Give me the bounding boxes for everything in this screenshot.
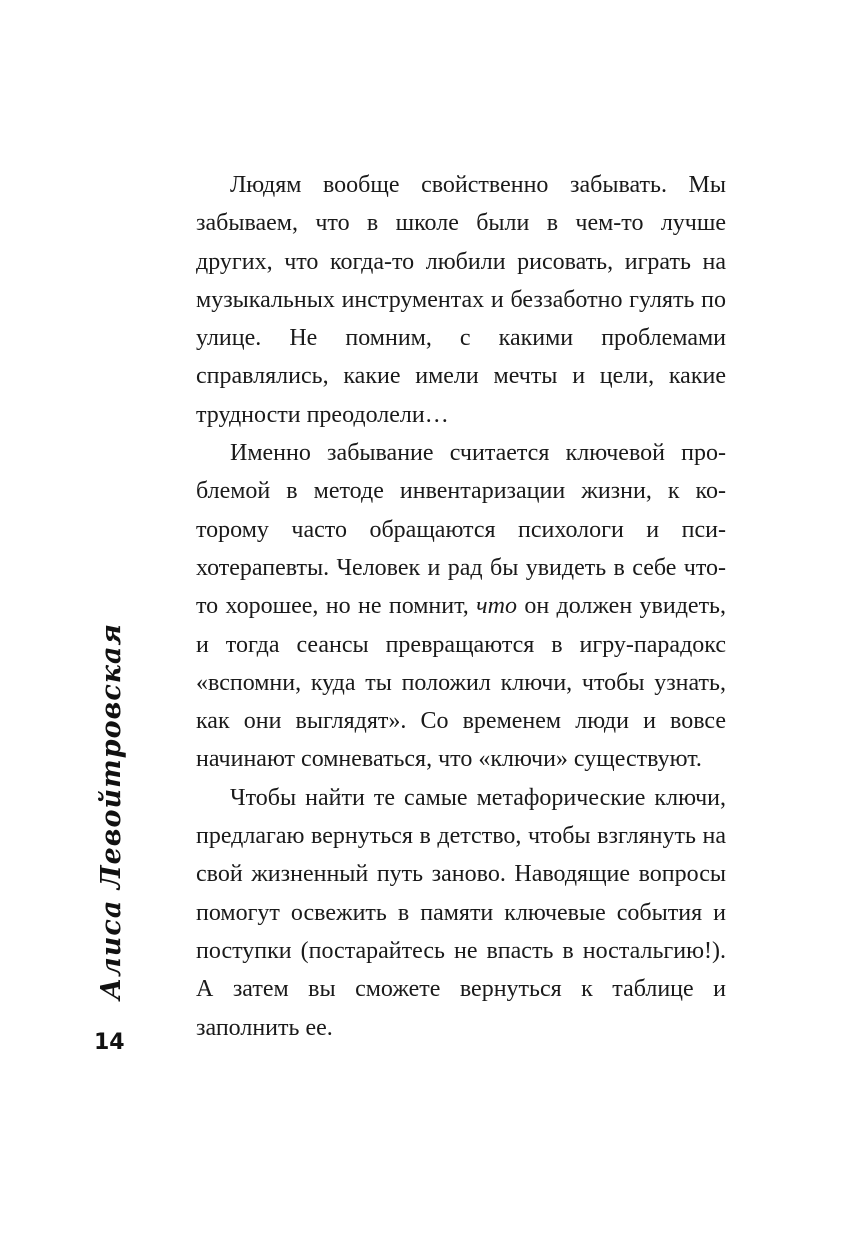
paragraph-2-end: он должен увидеть, и тогда сеансы превращаются в игру-парадокс «вспомни, куда ты положил ключи, чтобы узнать, как они выглядят». Со временем люди и вовсе начинают сомневаться, что «ключи» существуют. <box>196 593 727 773</box>
paragraph-2 <box>196 434 726 779</box>
paragraph-2-emphasis: что <box>476 593 517 620</box>
paragraph-1: Людям вообще свойственно забывать. Мы забываем, что в школе были в чем-то лучше других, что когда-то любили рисовать, играть на музыкальных инструментах и беззаботно гулять по улице. Не помним, с какими проблемами справлялись, какие имели мечты и цели, какие трудности преодолели… <box>196 172 726 428</box>
page-number: 14 <box>94 1030 125 1055</box>
paragraph-3: Чтобы найти те самые метафорические ключи, предлагаю вернуться в детство, чтобы взглянуть на свой жизненный путь заново. Наводящие вопросы помогут освежить в памяти ключевые события и поступки (постарайтесь не впасть в ностальгию!). А затем вы сможете вернуться к таблице и заполнить ее. <box>196 784 726 1041</box>
author-name-vertical: Алиса Левойтровская <box>96 622 127 1000</box>
paragraph-2-start: Именно забывание считается ключевой проблемой в методе инвентаризации жизни, к которому часто обращаются психологи и психотерапевты. Человек и рад бы увидеть в себе что-то хорошее, но не помнит, <box>196 440 726 620</box>
body-text <box>196 166 726 1047</box>
